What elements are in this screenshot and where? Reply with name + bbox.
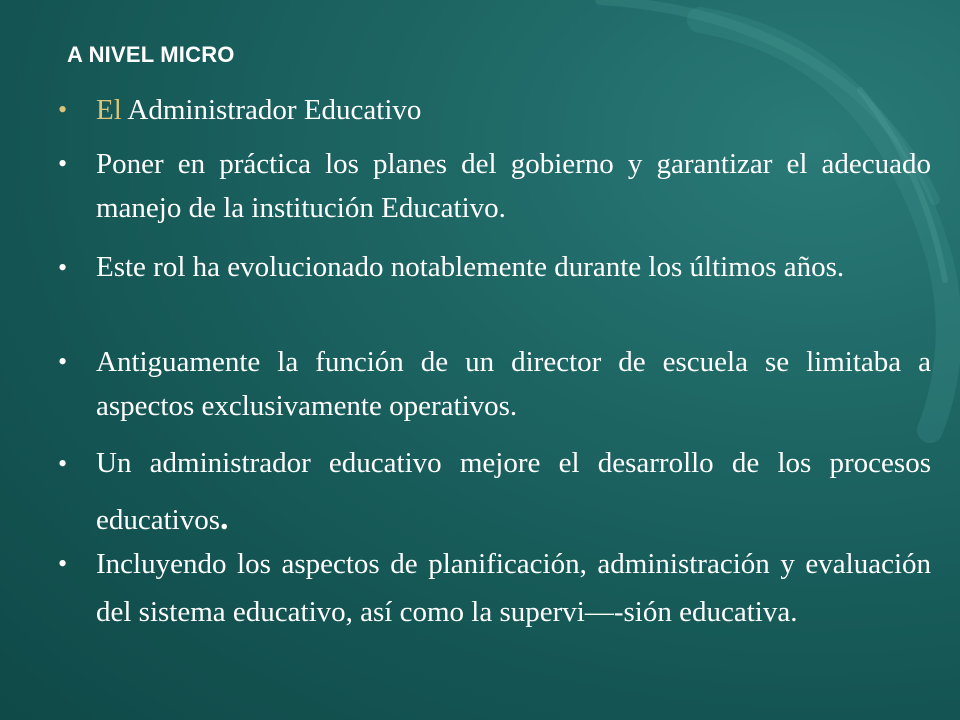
bullet-item-3 [58, 240, 931, 295]
bullet-text: Este rol ha evolucionado notablemente durante los últimos años. [96, 251, 845, 283]
bullet-dot: • [58, 253, 68, 282]
bullet-dot: • [58, 95, 68, 124]
bullet-item-2 [58, 142, 931, 230]
bullet-text: Antiguamente la función de un director de escuela se limitaba a aspectos exclusivamente operativos. [96, 346, 931, 422]
bullet-text: Incluyendo los aspectos de planificación, administración y evaluación del sistema educativo, así como la supervi—-sión educativa. [96, 548, 931, 628]
bullet-text: Administrador Educativo [121, 94, 422, 126]
bullet-item-4 [58, 340, 931, 428]
bullet-text: Poner en práctica los planes del gobierno y garantizar el adecuado manejo de la institución Educativo. [96, 148, 931, 224]
bullet-text: Un administrador educativo mejore el desarrollo de los procesos educativos [96, 447, 931, 536]
slide-heading: A NIVEL MICRO [67, 42, 235, 67]
bullet-period: . [220, 500, 229, 537]
bullet-dot: • [58, 549, 68, 578]
bullet-item-6 [58, 540, 931, 636]
bullet-item-5 [58, 436, 931, 548]
bullet-lead: El [96, 94, 122, 126]
bullet-dot: • [58, 449, 68, 478]
bullet-dot: • [58, 149, 68, 178]
bullet-dot: • [58, 347, 68, 376]
bullet-item-1 [58, 88, 931, 132]
